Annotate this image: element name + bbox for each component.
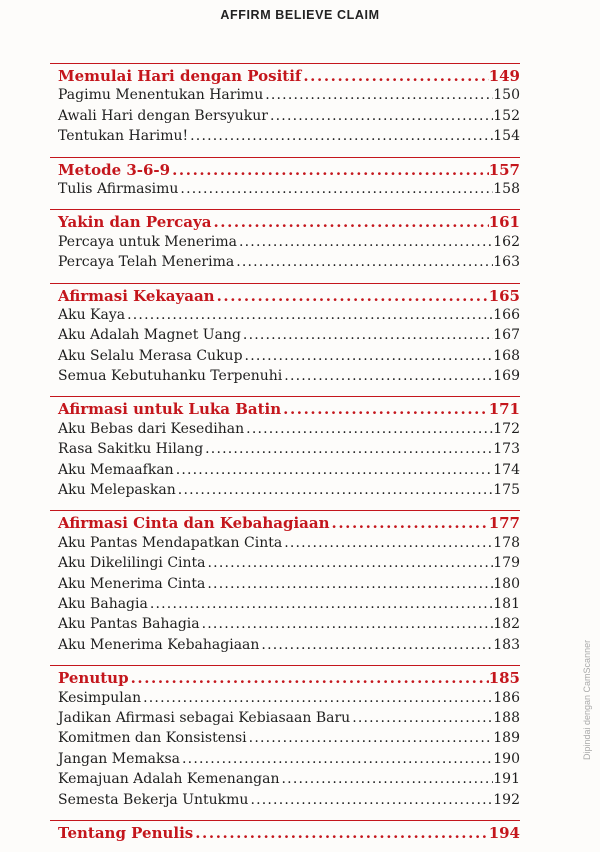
section-title-page-number: 161 xyxy=(488,213,520,232)
dot-leader xyxy=(180,751,493,767)
toc-entry[interactable] xyxy=(50,108,520,128)
toc-entry[interactable] xyxy=(50,368,520,388)
toc-entry-label: Jangan Memaksa xyxy=(58,750,181,767)
scanner-watermark: Dipindai dengan CamScanner xyxy=(582,639,592,760)
toc-entry-page-number: 191 xyxy=(493,771,520,788)
toc-entry[interactable] xyxy=(50,482,520,502)
toc-entry[interactable] xyxy=(50,307,520,327)
toc-entry-page-number: 182 xyxy=(493,616,520,633)
toc-entry-label: Percaya Telah Menerima xyxy=(58,254,235,271)
toc-entry[interactable] xyxy=(50,254,520,274)
dot-leader xyxy=(241,327,493,343)
toc-entry-label: Jadikan Afirmasi sebagai Kebiasaan Baru xyxy=(58,709,351,726)
toc-entry-label: Aku Menerima Cinta xyxy=(58,575,206,592)
dot-leader xyxy=(178,181,493,197)
toc-entry[interactable] xyxy=(50,771,520,791)
section-title-label: Yakin dan Percaya xyxy=(58,213,212,232)
dot-leader xyxy=(205,576,493,592)
dot-leader xyxy=(282,368,493,384)
toc-entry-page-number: 181 xyxy=(493,595,520,612)
toc-entry-label: Percaya untuk Menerima xyxy=(58,233,237,250)
toc-entry-page-number: 163 xyxy=(493,254,520,271)
toc-entry-label: Semesta Bekerja Untukmu xyxy=(58,791,249,808)
dot-leader xyxy=(234,254,493,270)
toc-entry[interactable] xyxy=(50,576,520,596)
dot-leader xyxy=(215,287,489,305)
toc-entry-page-number: 169 xyxy=(493,368,520,385)
dot-leader xyxy=(301,67,488,85)
toc-entry[interactable] xyxy=(50,327,520,347)
toc-entry[interactable] xyxy=(50,181,520,201)
section-title[interactable] xyxy=(50,400,520,420)
section-title-page-number: 171 xyxy=(488,400,520,419)
toc-entry-page-number: 172 xyxy=(493,420,520,437)
section-title[interactable] xyxy=(50,67,520,87)
toc-entry-label: Awali Hari dengan Bersyukur xyxy=(58,107,268,124)
toc-entry-page-number: 183 xyxy=(493,636,520,653)
toc-entry-page-number: 150 xyxy=(493,87,520,104)
toc-entry[interactable] xyxy=(50,87,520,107)
dot-leader xyxy=(268,108,493,124)
toc-entry-label: Aku Kaya xyxy=(58,306,126,323)
toc-entry[interactable] xyxy=(50,792,520,812)
toc-entry[interactable] xyxy=(50,348,520,368)
dot-leader xyxy=(259,637,493,653)
toc-entry-label: Tulis Afirmasimu xyxy=(58,180,179,197)
toc-section xyxy=(50,665,520,812)
toc-section xyxy=(50,820,520,844)
dot-leader xyxy=(206,555,494,571)
section-title[interactable] xyxy=(50,669,520,689)
dot-leader xyxy=(282,535,493,551)
toc-entry[interactable] xyxy=(50,128,520,148)
dot-leader xyxy=(237,234,493,250)
toc-entry-page-number: 154 xyxy=(493,128,520,145)
toc-section xyxy=(50,157,520,202)
section-title[interactable] xyxy=(50,287,520,307)
dot-leader xyxy=(244,421,493,437)
dot-leader xyxy=(280,771,494,787)
section-title-page-number: 194 xyxy=(488,823,520,842)
toc-section xyxy=(50,209,520,274)
toc-entry-page-number: 190 xyxy=(493,750,520,767)
section-title[interactable] xyxy=(50,161,520,181)
dot-leader xyxy=(148,596,493,612)
dot-leader xyxy=(243,348,494,364)
toc-entry-label: Aku Pantas Mendapatkan Cinta xyxy=(58,534,283,551)
toc-entry[interactable] xyxy=(50,710,520,730)
dot-leader xyxy=(263,87,493,103)
dot-leader xyxy=(200,616,494,632)
dot-leader xyxy=(248,792,493,808)
toc-entry[interactable] xyxy=(50,637,520,657)
toc-entry[interactable] xyxy=(50,421,520,441)
toc-entry[interactable] xyxy=(50,462,520,482)
toc-entry[interactable] xyxy=(50,441,520,461)
toc-entry-label: Aku Memaafkan xyxy=(58,461,174,478)
toc-entry-page-number: 179 xyxy=(493,555,520,572)
running-header: AFFIRM BELIEVE CLAIM xyxy=(220,8,380,22)
toc-section xyxy=(50,63,520,149)
toc-entry-label: Komitmen dan Konsistensi xyxy=(58,730,247,747)
toc-entry-page-number: 166 xyxy=(493,306,520,323)
toc-entry-label: Aku Bebas dari Kesedihan xyxy=(58,420,245,437)
section-title-label: Memulai Hari dengan Positif xyxy=(58,67,302,85)
toc-entry-label: Aku Pantas Bahagia xyxy=(58,616,200,633)
section-title-label: Afirmasi Cinta dan Kebahagiaan xyxy=(58,514,330,533)
toc-entry-page-number: 167 xyxy=(493,327,520,344)
table-of-contents xyxy=(50,63,520,852)
toc-entry[interactable] xyxy=(50,535,520,555)
toc-entry[interactable] xyxy=(50,751,520,771)
dot-leader xyxy=(188,128,493,144)
toc-entry[interactable] xyxy=(50,690,520,710)
toc-entry-label: Kemajuan Adalah Kemenangan xyxy=(58,771,280,788)
section-title-page-number: 149 xyxy=(488,67,520,85)
toc-entry-label: Kesimpulan xyxy=(58,689,142,706)
section-title-page-number: 165 xyxy=(488,286,520,305)
toc-section xyxy=(50,396,520,502)
dot-leader xyxy=(176,482,493,498)
toc-entry-label: Aku Menerima Kebahagiaan xyxy=(58,636,260,653)
toc-entry-page-number: 162 xyxy=(493,233,520,250)
toc-entry-page-number: 189 xyxy=(493,730,520,747)
toc-entry-page-number: 174 xyxy=(493,461,520,478)
toc-entry[interactable] xyxy=(50,234,520,254)
toc-entry[interactable] xyxy=(50,596,520,616)
dot-leader xyxy=(125,307,493,323)
section-title-page-number: 157 xyxy=(488,160,520,179)
dot-leader xyxy=(141,690,493,706)
toc-entry-label: Tentukan Harimu! xyxy=(58,128,189,145)
section-title[interactable] xyxy=(50,514,520,534)
section-title-label: Metode 3-6-9 xyxy=(58,160,171,179)
toc-entry[interactable] xyxy=(50,555,520,575)
toc-section xyxy=(50,283,520,389)
toc-entry-label: Semua Kebutuhanku Terpenuhi xyxy=(58,368,283,385)
toc-entry-label: Aku Selalu Merasa Cukup xyxy=(58,347,243,364)
toc-entry-label: Aku Bahagia xyxy=(58,595,148,612)
toc-entry[interactable] xyxy=(50,616,520,636)
section-title-label: Tentang Penulis xyxy=(58,823,194,842)
section-title[interactable] xyxy=(50,213,520,233)
toc-entry-page-number: 178 xyxy=(493,534,520,551)
section-title-label: Afirmasi Kekayaan xyxy=(58,286,215,305)
dot-leader xyxy=(203,441,493,457)
toc-entry-page-number: 192 xyxy=(493,791,520,808)
dot-leader xyxy=(193,824,488,842)
section-title-label: Afirmasi untuk Luka Batin xyxy=(58,400,282,419)
toc-entry-label: Aku Adalah Magnet Uang xyxy=(58,327,241,344)
dot-leader xyxy=(211,213,488,231)
toc-entry[interactable] xyxy=(50,730,520,750)
dot-leader xyxy=(129,669,489,687)
toc-entry-label: Rasa Sakitku Hilang xyxy=(58,441,204,458)
toc-entry-label: Aku Melepaskan xyxy=(58,482,176,499)
section-title-page-number: 177 xyxy=(488,514,520,533)
dot-leader xyxy=(330,514,489,532)
toc-entry-page-number: 188 xyxy=(493,709,520,726)
section-title-page-number: 185 xyxy=(488,669,520,688)
dot-leader xyxy=(247,730,494,746)
dot-leader xyxy=(350,710,493,726)
section-title-label: Penutup xyxy=(58,669,129,688)
toc-entry-page-number: 152 xyxy=(493,107,520,124)
toc-entry-label: Pagimu Menentukan Harimu xyxy=(58,87,264,104)
toc-entry-page-number: 175 xyxy=(493,482,520,499)
dot-leader xyxy=(170,161,489,179)
section-title[interactable] xyxy=(50,824,520,844)
dot-leader xyxy=(281,400,489,418)
toc-entry-page-number: 186 xyxy=(493,689,520,706)
toc-entry-page-number: 158 xyxy=(493,180,520,197)
toc-entry-label: Aku Dikelilingi Cinta xyxy=(58,555,206,572)
toc-entry-page-number: 173 xyxy=(493,441,520,458)
toc-entry-page-number: 180 xyxy=(493,575,520,592)
dot-leader xyxy=(174,462,494,478)
toc-entry-page-number: 168 xyxy=(493,347,520,364)
toc-section xyxy=(50,510,520,657)
